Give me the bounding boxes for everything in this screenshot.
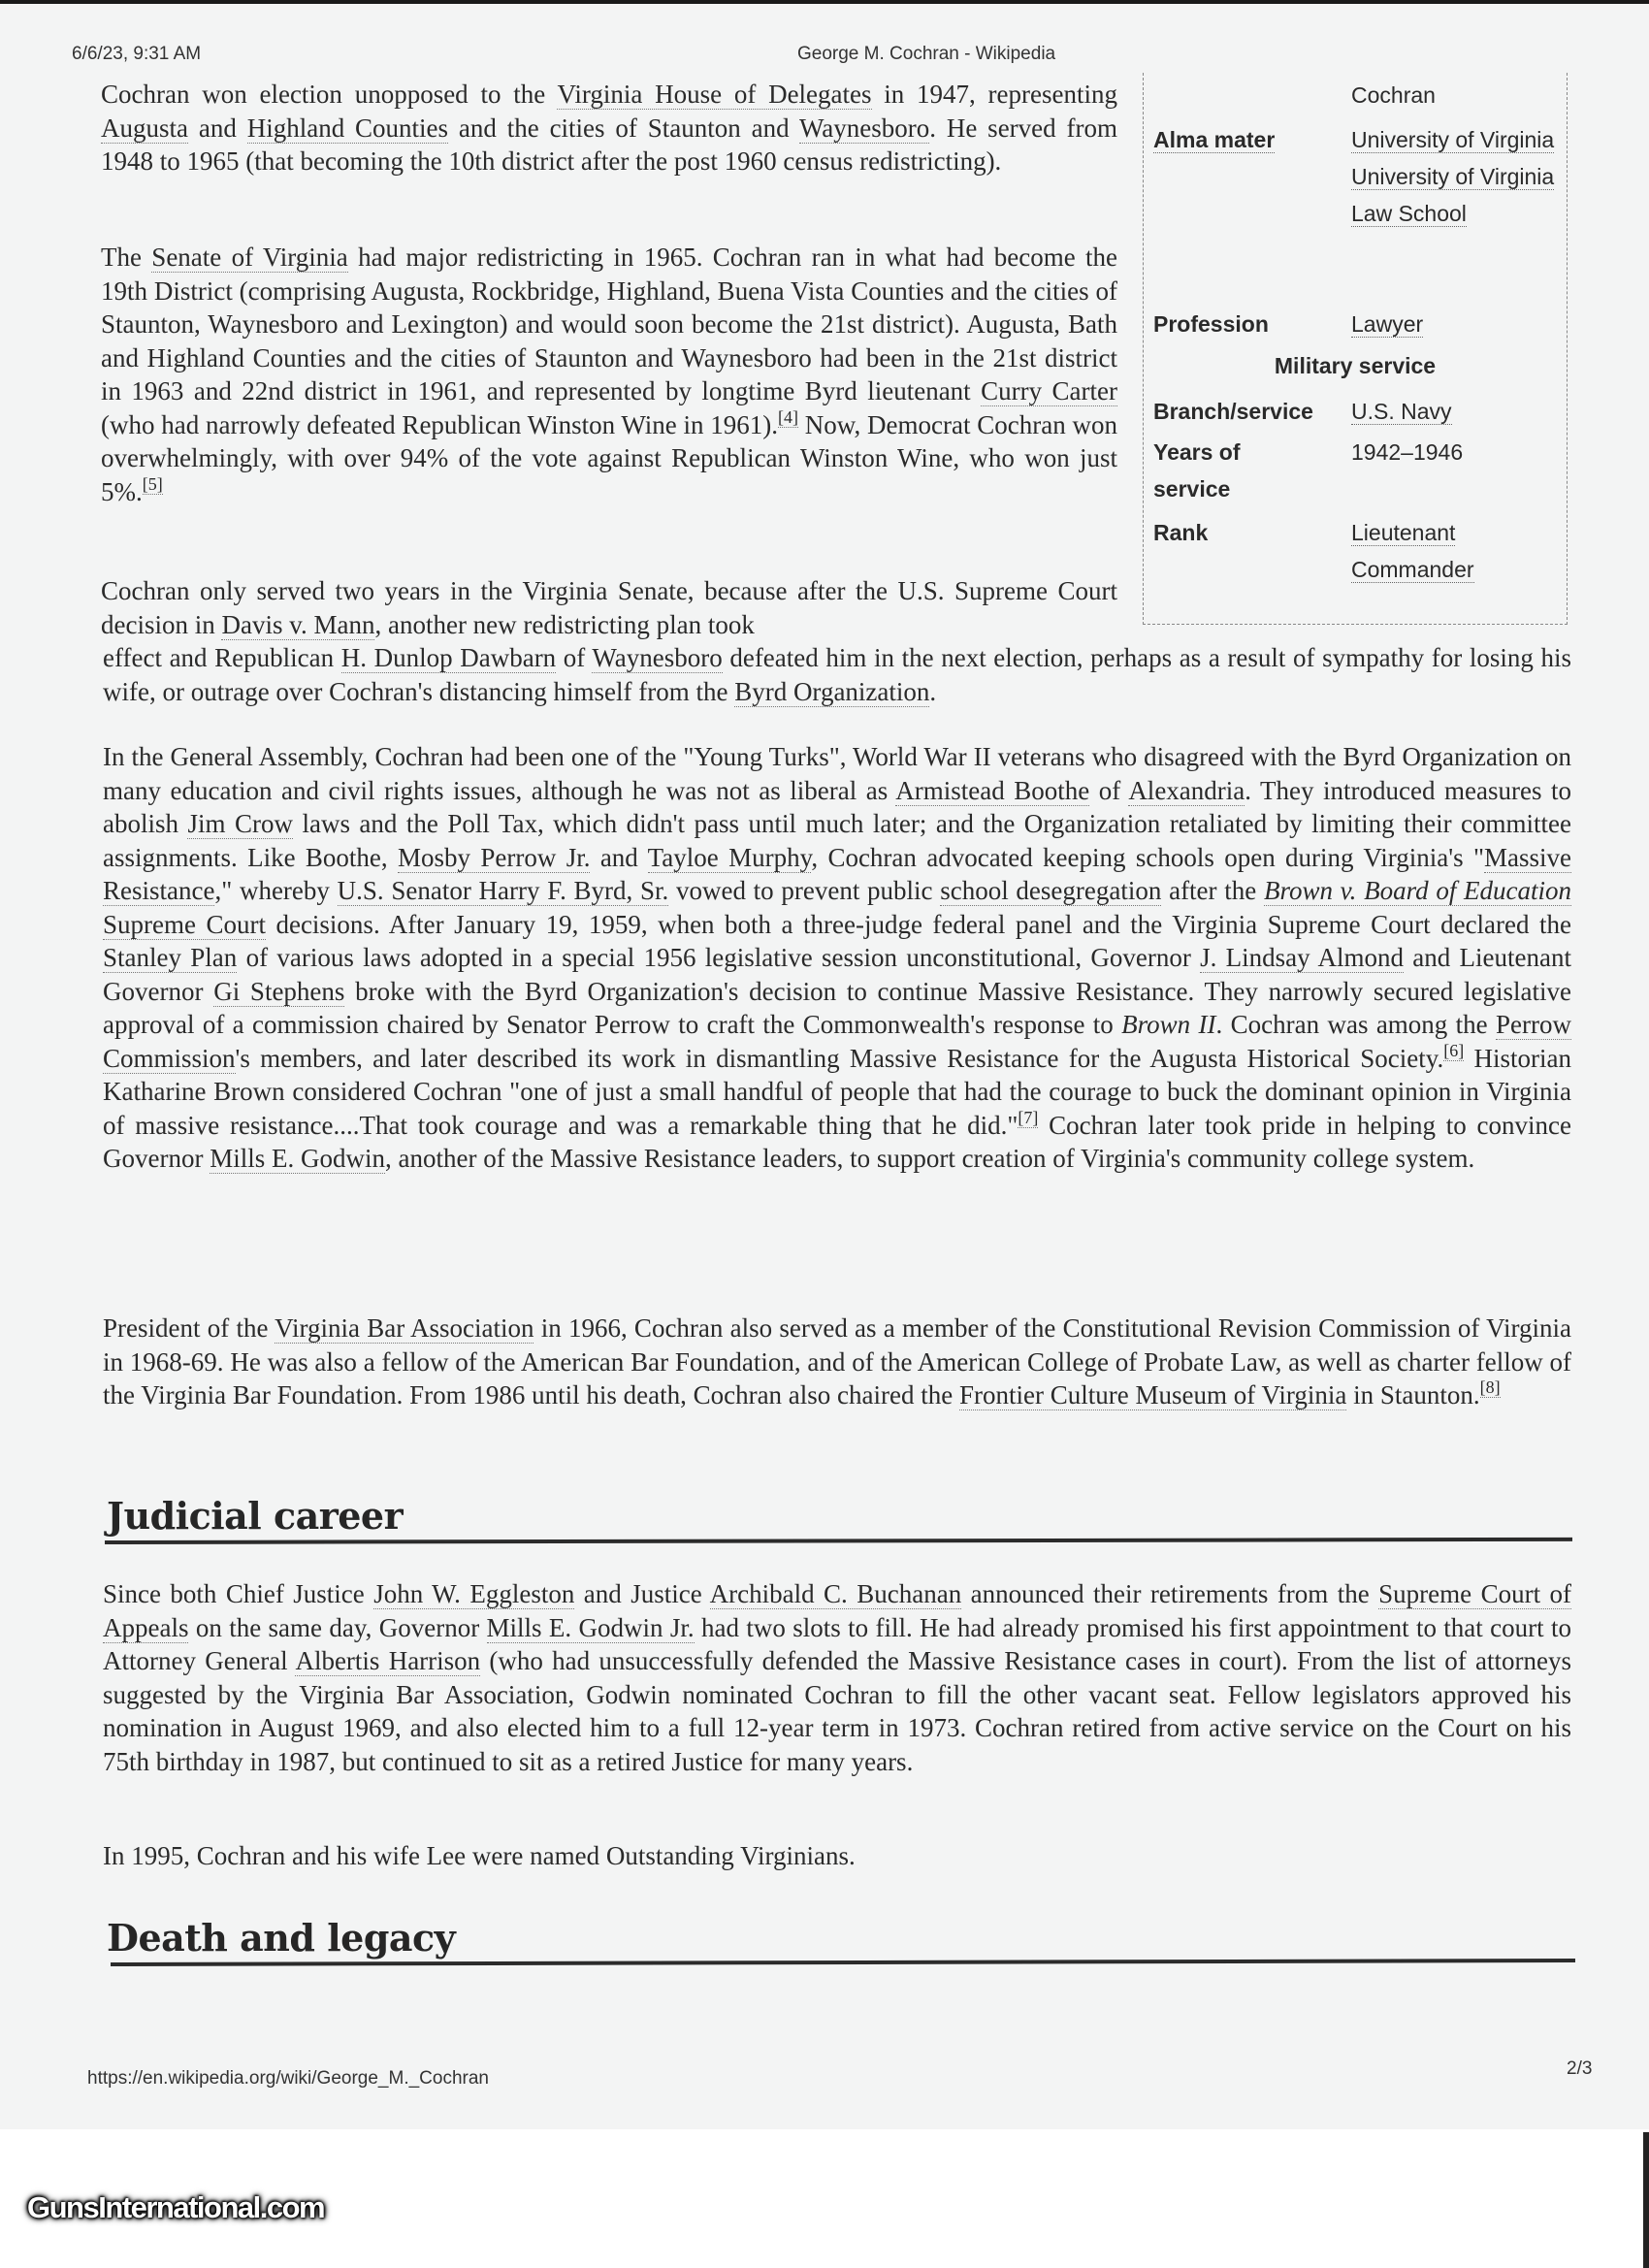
- infobox: [1143, 73, 1568, 625]
- link-archibald-c-buchanan[interactable]: Archibald C. Buchanan: [709, 1579, 962, 1608]
- infobox-value: [1351, 514, 1497, 588]
- citation-8[interactable]: [8]: [1479, 1377, 1501, 1397]
- citation-5[interactable]: [5]: [142, 473, 163, 494]
- link-massive-resistance[interactable]: Massive Resistance: [103, 842, 1571, 905]
- text: of various laws adopted in a special 1956 legislative session unconstitutional, Governor: [237, 943, 1201, 972]
- text: of: [1089, 775, 1129, 805]
- paragraph-outstanding-virginians: [103, 1839, 1571, 1873]
- link-augusta[interactable]: Augusta: [101, 113, 188, 143]
- text: 's members, and later described its work in dismantling Massive Resistance for the Augusta Historical Society.: [235, 1043, 1444, 1073]
- infobox-label: Branch/service: [1153, 399, 1313, 424]
- link-lieutenant-commander[interactable]: Lieutenant Commander: [1351, 520, 1474, 582]
- text: decisions. After January 19, 1959, when both a three-judge federal panel and the Virginia Supreme Court declared the: [265, 909, 1571, 939]
- text: laws and the Poll Tax, which didn't pass until much later; and the Organization retaliated by limiting their committee assignments. Like Boothe,: [103, 809, 1572, 872]
- link-highland-counties[interactable]: Highland Counties: [246, 113, 449, 143]
- text: . Cochran was among the: [1215, 1010, 1497, 1039]
- infobox-value: [1351, 121, 1555, 232]
- link-waynesboro-2[interactable]: Waynesboro: [592, 643, 723, 672]
- link-harry-f-byrd[interactable]: U.S. Senator Harry F. Byrd, Sr.: [337, 876, 669, 905]
- link-waynesboro[interactable]: Waynesboro: [798, 113, 930, 143]
- text: (who had narrowly defeated Republican Winston Wine in 1961).: [101, 409, 779, 439]
- link-jim-crow[interactable]: Jim Crow: [187, 809, 293, 838]
- text: had two slots to fill. He had already promised his first appointment to that court to Attorney General: [103, 1612, 1571, 1675]
- citation-4[interactable]: [4]: [778, 406, 799, 427]
- infobox-label: Profession: [1153, 311, 1269, 337]
- citation-6[interactable]: [6]: [1443, 1040, 1465, 1060]
- link-curry-carter[interactable]: Curry Carter: [981, 376, 1118, 405]
- link-school-desegregation[interactable]: school desegregation: [940, 876, 1162, 905]
- text: Cochran only served two years in the Virginia Senate, because after the U.S. Supreme Court decision in: [101, 576, 1117, 639]
- text: on the same day, Governor: [188, 1612, 487, 1642]
- watermark-logo: GunsInternational.com: [27, 2190, 325, 2224]
- text: Cochran later took pride in helping to convince Governor: [103, 1110, 1571, 1173]
- paragraph-bar-association: [103, 1312, 1571, 1412]
- text: in Staunton.: [1346, 1380, 1480, 1409]
- text: . He served from 1948 to 1965 (that becoming the 10th district after the post 1960 census redistricting).: [101, 113, 1117, 176]
- link-alexandria[interactable]: Alexandria: [1128, 775, 1245, 805]
- text: , another new redistricting plan took: [374, 609, 755, 639]
- link-mills-e-godwin-jr[interactable]: Mills E. Godwin Jr.: [486, 1612, 695, 1642]
- link-mills-e-godwin[interactable]: Mills E. Godwin: [210, 1144, 385, 1173]
- print-footer-url: https://en.wikipedia.org/wiki/George_M._Cochran: [87, 2068, 489, 2089]
- text: of: [556, 643, 593, 672]
- citation-7[interactable]: [7]: [1018, 1107, 1039, 1127]
- print-date: 6/6/23, 9:31 AM: [72, 44, 202, 64]
- infobox-label: Rank: [1153, 520, 1209, 545]
- print-page-number: 2/3: [1567, 2058, 1593, 2079]
- link-virginia-bar-association[interactable]: Virginia Bar Association: [275, 1313, 534, 1343]
- link-uva-law-school[interactable]: University of Virginia Law School: [1351, 164, 1555, 226]
- paragraph-legislature: [101, 78, 1117, 178]
- text: , Cochran advocated keeping schools open during Virginia's ": [811, 842, 1484, 872]
- text: , another of the Massive Resistance leaders, to support creation of Virginia's community college system.: [384, 1144, 1475, 1173]
- text: in 1947, representing: [871, 80, 1117, 109]
- text: vowed to prevent public: [668, 876, 941, 905]
- text: In the General Assembly, Cochran had been one of the "Young Turks", World War II veterans who disagreed with the Byrd Organization on many education and civil rights issues, although he was not as liberal as: [103, 742, 1571, 805]
- text: announced their retirements from the: [961, 1579, 1379, 1608]
- link-perrow-commission[interactable]: Perrow Commission: [103, 1010, 1571, 1073]
- heading-death-and-legacy: Death and legacy: [107, 1916, 456, 1960]
- text: Brown v. Board of Education: [1263, 876, 1572, 905]
- paragraph-senate-term-b: [103, 641, 1571, 708]
- infobox-label: Years of service: [1153, 439, 1241, 502]
- infobox-name-tail: Cochran: [1351, 82, 1436, 108]
- link-stanley-plan[interactable]: Stanley Plan: [103, 943, 238, 972]
- paragraph-general-assembly: [103, 740, 1571, 1176]
- text: in 1966, Cochran also served as a member of the Constitutional Revision Commission of Virginia in 1968-69. He was also a fellow of the American Bar Foundation, and of the American College of Probate Law, as well as charter fellow of the Virginia Bar Foundation. From 1986 until his death, Cochran also chaired the: [103, 1313, 1571, 1409]
- text: ," whereby: [214, 876, 338, 905]
- text: .: [929, 676, 937, 706]
- text: after the: [1161, 876, 1264, 905]
- text: . They introduced measures to abolish: [103, 775, 1571, 838]
- text: effect and Republican: [103, 643, 341, 672]
- text: The: [101, 243, 152, 272]
- link-virginia-house-of-delegates[interactable]: Virginia House of Delegates: [557, 80, 872, 109]
- link-davis-v-mann[interactable]: Davis v. Mann: [221, 609, 375, 639]
- text: Since both Chief Justice: [103, 1579, 374, 1608]
- link-senate-of-virginia[interactable]: Senate of Virginia: [151, 243, 348, 272]
- link-supreme-court-of-appeals[interactable]: Supreme Court of Appeals: [103, 1579, 1571, 1642]
- infobox-value: 1942–1946: [1351, 439, 1464, 465]
- link-john-w-eggleston[interactable]: John W. Eggleston: [373, 1579, 575, 1608]
- link-brown-v-board[interactable]: [1264, 876, 1571, 906]
- text: Now, Democrat Cochran won overwhelmingly, with over 94% of the vote against Republican Winston Wine, who won just 5%.: [101, 409, 1117, 506]
- text: defeated him in the next election, perhaps as a result of sympathy for losing his wife, or outrage over Cochran's distancing himself from the: [103, 643, 1571, 706]
- print-page-title: George M. Cochran - Wikipedia: [797, 44, 1056, 64]
- link-albertis-harrison[interactable]: Albertis Harrison: [295, 1646, 481, 1675]
- infobox-section-military: Military service: [1274, 353, 1437, 378]
- text: and the cities of Staunton and: [448, 113, 799, 143]
- text: (who had unsuccessfully defended the Massive Resistance cases in court). From the list of attorneys suggested by the Virginia Bar Association, Godwin nominated Cochran to fill the other vacant seat. Fellow legislators approved his nomination in August 1969, and also elected him to a full 12-year term in 1973. Cochran retired from active service on the Court on his 75th birthday in 1987, but continued to sit as a retired Justice for many years.: [103, 1646, 1571, 1776]
- link-us-navy[interactable]: U.S. Navy: [1351, 399, 1452, 424]
- text: Historian Katharine Brown considered Cochran "one of just a small handful of people that had the courage to buck the dominant opinion in Virginia of massive resistance....That took courage and was a remarkable thing that he did.": [103, 1043, 1571, 1140]
- infobox-value: [1351, 393, 1555, 430]
- paragraph-senate: [101, 241, 1117, 508]
- link-armistead-boothe[interactable]: Armistead Boothe: [895, 775, 1090, 805]
- link-lawyer[interactable]: Lawyer: [1351, 311, 1424, 337]
- link-gi-stephens[interactable]: Gi Stephens: [213, 976, 345, 1006]
- text: broke with the Byrd Organization's decision to continue Massive Resistance. They narrowly secured legislative approval of a commission chaired by Senator Perrow to craft the Commonwealth's response to: [103, 976, 1571, 1039]
- text: and Justice: [574, 1579, 710, 1608]
- link-mosby-perrow-jr[interactable]: Mosby Perrow Jr.: [398, 842, 591, 872]
- text: Cochran won election unopposed to the: [101, 80, 558, 109]
- infobox-value: [1351, 306, 1555, 342]
- link-frontier-culture-museum[interactable]: Frontier Culture Museum of Virginia: [958, 1380, 1347, 1409]
- text: In 1995, Cochran and his wife Lee were named Outstanding Virginians.: [103, 1841, 856, 1870]
- text: and Lieutenant Governor: [103, 943, 1571, 1006]
- text-brown-ii: Brown II: [1121, 1010, 1216, 1039]
- text: President of the: [103, 1313, 275, 1343]
- link-university-of-virginia[interactable]: University of Virginia: [1351, 127, 1555, 152]
- link-h-dunlop-dawbarn[interactable]: H. Dunlop Dawbarn: [340, 643, 557, 672]
- link-tayloe-murphy[interactable]: Tayloe Murphy: [647, 842, 812, 872]
- link-supreme-court[interactable]: Supreme Court: [103, 909, 266, 939]
- link-j-lindsay-almond[interactable]: J. Lindsay Almond: [1200, 943, 1404, 972]
- paragraph-senate-term-a: [101, 574, 1117, 641]
- text: and: [590, 842, 648, 872]
- link-byrd-organization[interactable]: Byrd Organization: [734, 676, 930, 706]
- text: and: [188, 113, 247, 143]
- paragraph-judicial: [103, 1577, 1571, 1778]
- infobox-label: [1153, 121, 1347, 158]
- text: had major redistricting in 1965. Cochran ran in what had become the 19th District (comprising Augusta, Rockbridge, Highland, Buena Vista Counties and the cities of Staunton, Waynesboro and Lexington) and would soon become the 21st district). Augusta, Bath and Highland Counties and the cities of Staunton and Waynesboro had been in the 21st district in 1963 and 22nd district in 1961, and represented by longtime Byrd lieutenant: [101, 243, 1118, 405]
- scan-edge: [1643, 2132, 1649, 2268]
- scan-top-edge: [0, 0, 1649, 4]
- heading-judicial-career: Judicial career: [107, 1494, 404, 1538]
- label-alma-mater-link[interactable]: Alma mater: [1153, 127, 1276, 152]
